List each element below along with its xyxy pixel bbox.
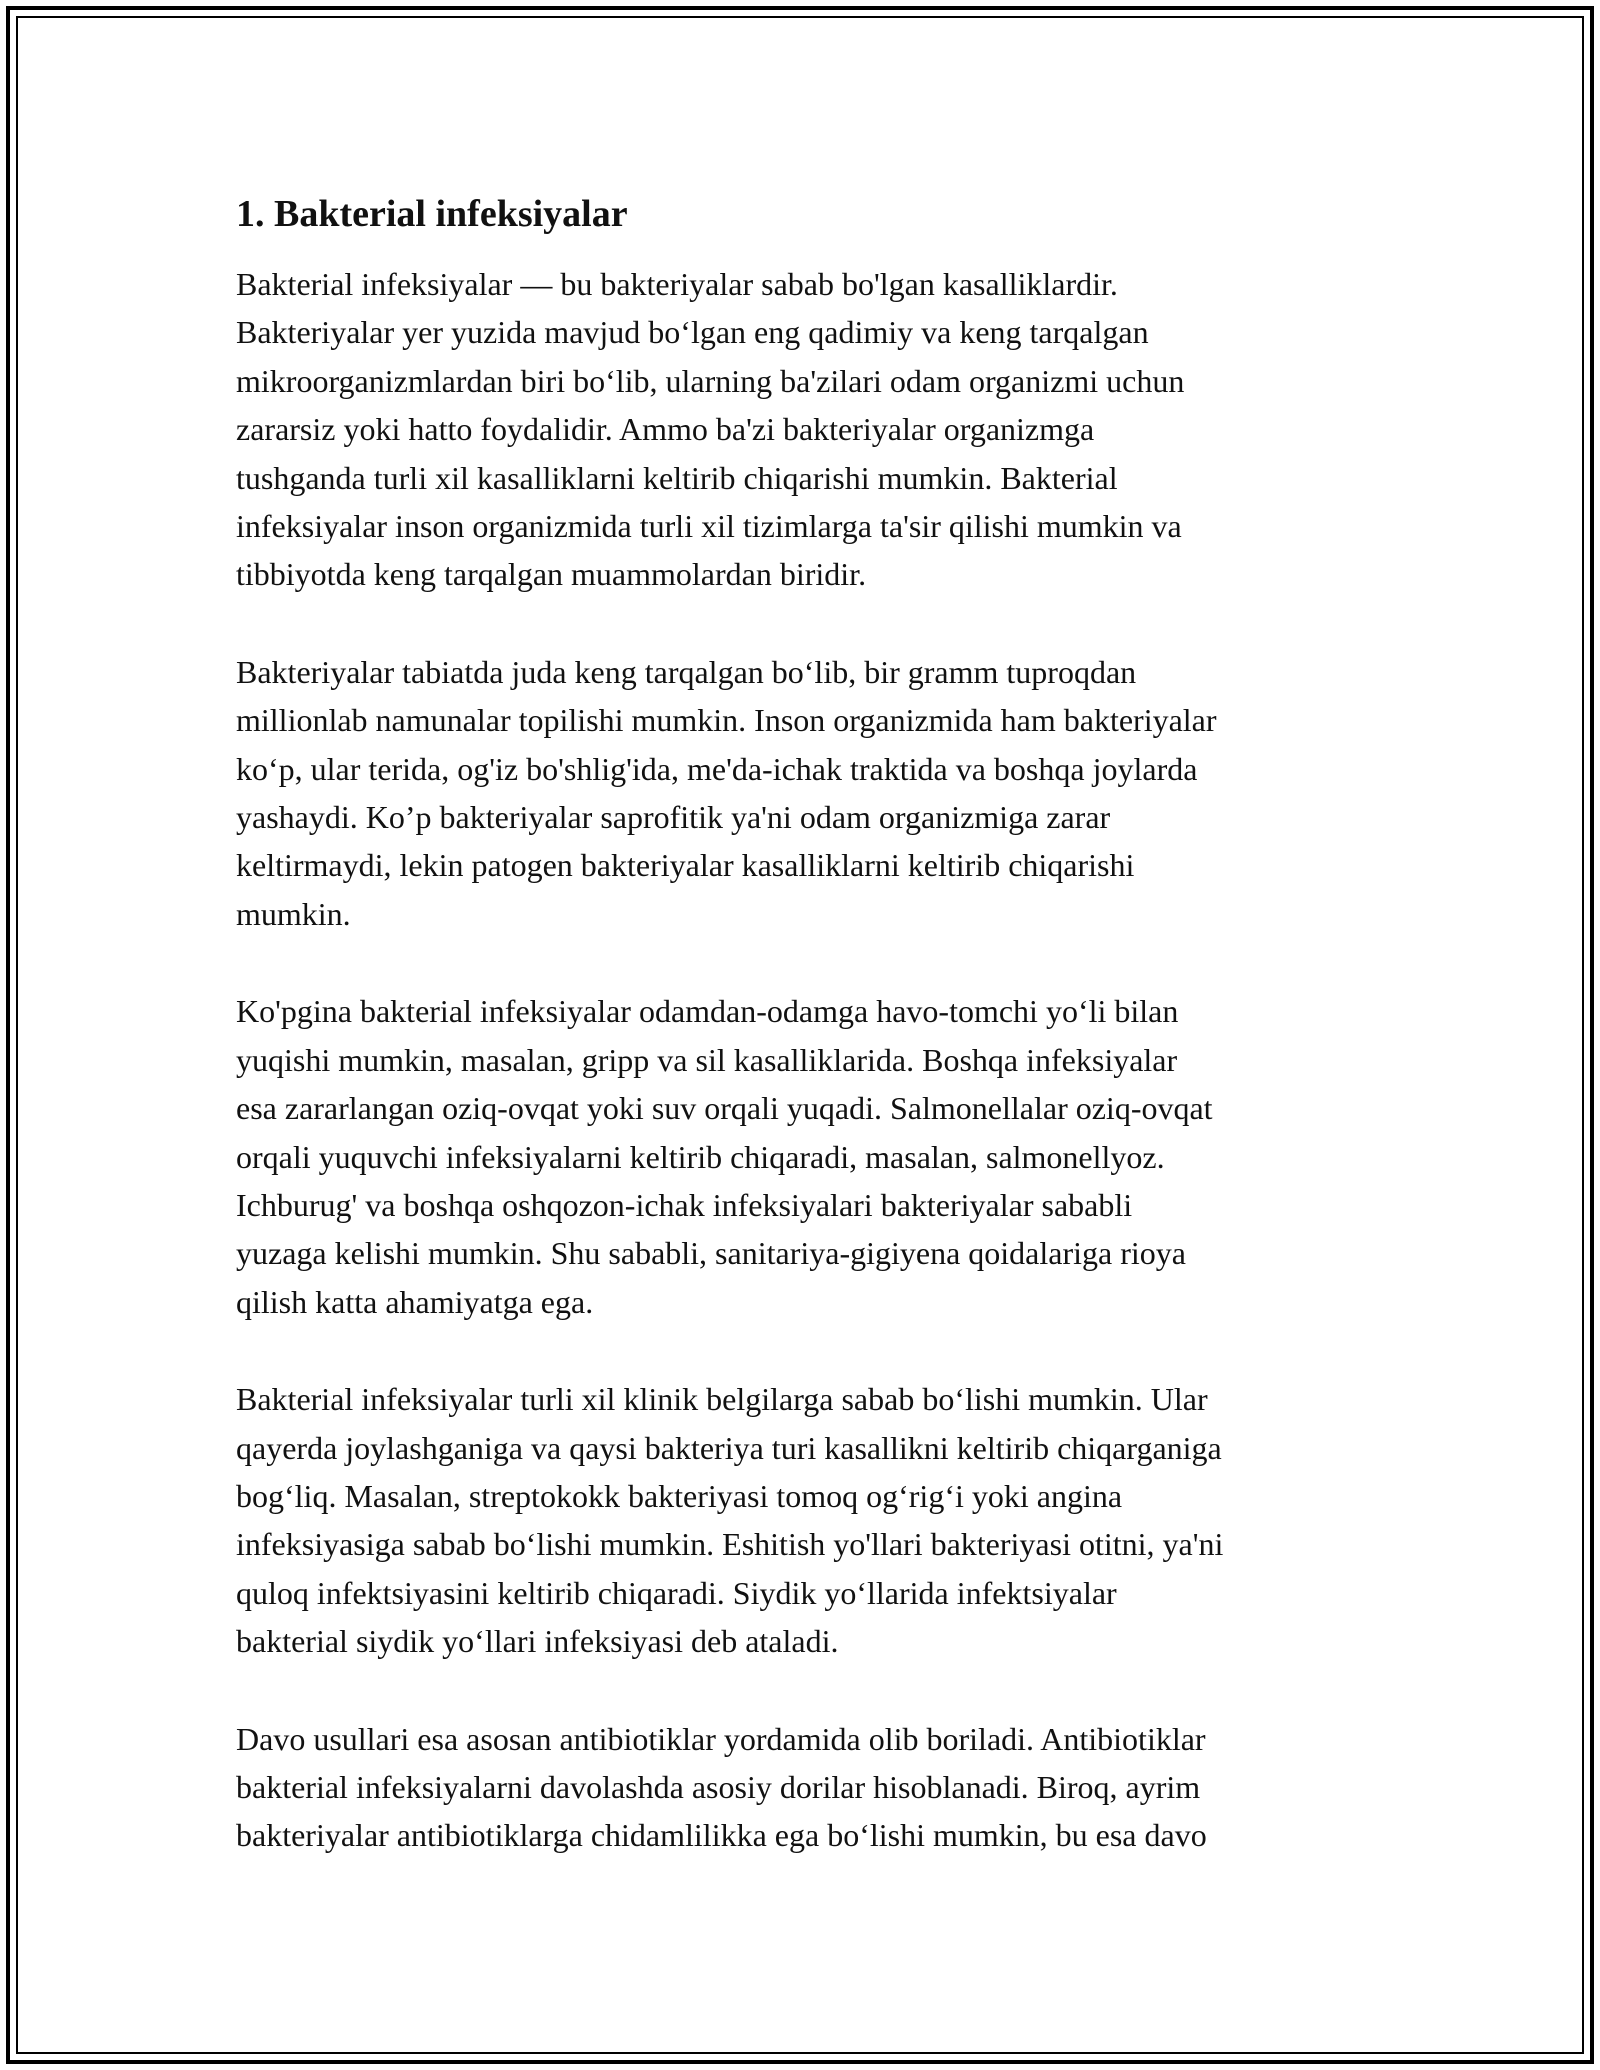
text-line: infeksiyalar inson organizmida turli xil tizimlarga ta'sir qilishi mumkin va bbox=[236, 508, 1182, 545]
section-heading: 1. Bakterial infeksiyalar bbox=[236, 193, 628, 235]
text-line: Bakterial infeksiyalar turli xil klinik belgilarga sabab boʻlishi mumkin. Ular bbox=[236, 1381, 1208, 1418]
text-line: qilish katta ahamiyatga ega. bbox=[236, 1283, 594, 1320]
text-line: infeksiyasiga sabab boʻlishi mumkin. Eshitish yo'llari bakteriyasi otitni, ya'ni bbox=[236, 1526, 1224, 1563]
paragraph-2 bbox=[236, 648, 1376, 938]
text-line: bogʻliq. Masalan, streptokokk bakteriyasi tomoq ogʻrigʻi yoki angina bbox=[236, 1477, 1123, 1514]
text-line: Bakteriyalar yer yuzida mavjud boʻlgan eng qadimiy va keng tarqalgan bbox=[236, 314, 1149, 351]
paragraph-1 bbox=[236, 260, 1376, 599]
text-line: yashaydi. Ko’p bakteriyalar saprofitik ya'ni odam organizmiga zarar bbox=[236, 799, 1111, 836]
text-line: bakteriyalar antibiotiklarga chidamlilikka ega boʻlishi mumkin, bu esa davo bbox=[236, 1817, 1207, 1854]
text-line: Davo usullari esa asosan antibiotiklar yordamida olib boriladi. Antibiotiklar bbox=[236, 1720, 1206, 1757]
text-line: yuzaga kelishi mumkin. Shu sababli, sanitariya-gigiyena qoidalariga rioya bbox=[236, 1235, 1186, 1272]
text-line: bakterial siydik yoʻllari infeksiyasi deb ataladi. bbox=[236, 1623, 839, 1660]
text-line: Ko'pgina bakterial infeksiyalar odamdan-odamga havo-tomchi yoʻli bilan bbox=[236, 993, 1179, 1030]
paragraph-5 bbox=[236, 1715, 1376, 1860]
text-line: bakterial infeksiyalarni davolashda asosiy dorilar hisoblanadi. Biroq, ayrim bbox=[236, 1768, 1201, 1805]
text-line: quloq infektsiyasini keltirib chiqaradi. Siydik yoʻllarida infektsiyalar bbox=[236, 1574, 1117, 1611]
text-line: mumkin. bbox=[236, 895, 351, 932]
text-line: tushganda turli xil kasalliklarni keltirib chiqarishi mumkin. Bakterial bbox=[236, 459, 1118, 496]
text-line: millionlab namunalar topilishi mumkin. Inson organizmida ham bakteriyalar bbox=[236, 702, 1217, 739]
document-body bbox=[236, 186, 1376, 1909]
text-line: yuqishi mumkin, masalan, gripp va sil kasalliklarida. Boshqa infeksiyalar bbox=[236, 1041, 1178, 1078]
text-line: zararsiz yoki hatto foydalidir. Ammo ba'zi bakteriyalar organizmga bbox=[236, 411, 1095, 448]
text-line: Bakteriyalar tabiatda juda keng tarqalgan boʻlib, bir gramm tuproqdan bbox=[236, 653, 1137, 690]
text-line: keltirmaydi, lekin patogen bakteriyalar kasalliklarni keltirib chiqarishi bbox=[236, 847, 1135, 884]
paragraph-3 bbox=[236, 987, 1376, 1326]
text-line: tibbiyotda keng tarqalgan muammolardan biridir. bbox=[236, 556, 867, 593]
text-line: koʻp, ular terida, og'iz bo'shlig'ida, me'da-ichak traktida va boshqa joylarda bbox=[236, 750, 1198, 787]
text-line: Ichburug' va boshqa oshqozon-ichak infeksiyalari bakteriyalar sababli bbox=[236, 1186, 1133, 1223]
text-line: Bakterial infeksiyalar — bu bakteriyalar sabab bo'lgan kasalliklardir. bbox=[236, 266, 1118, 302]
text-line: qayerda joylashganiga va qaysi bakteriya turi kasallikni keltirib chiqarganiga bbox=[236, 1429, 1222, 1466]
text-line: esa zararlangan oziq-ovqat yoki suv orqali yuqadi. Salmonellalar oziq-ovqat bbox=[236, 1090, 1213, 1127]
text-line: mikroorganizmlardan biri boʻlib, ularning ba'zilari odam organizmi uchun bbox=[236, 362, 1185, 399]
text-line: orqali yuquvchi infeksiyalarni keltirib chiqaradi, masalan, salmonellyoz. bbox=[236, 1138, 1165, 1175]
paragraph-4 bbox=[236, 1375, 1376, 1665]
